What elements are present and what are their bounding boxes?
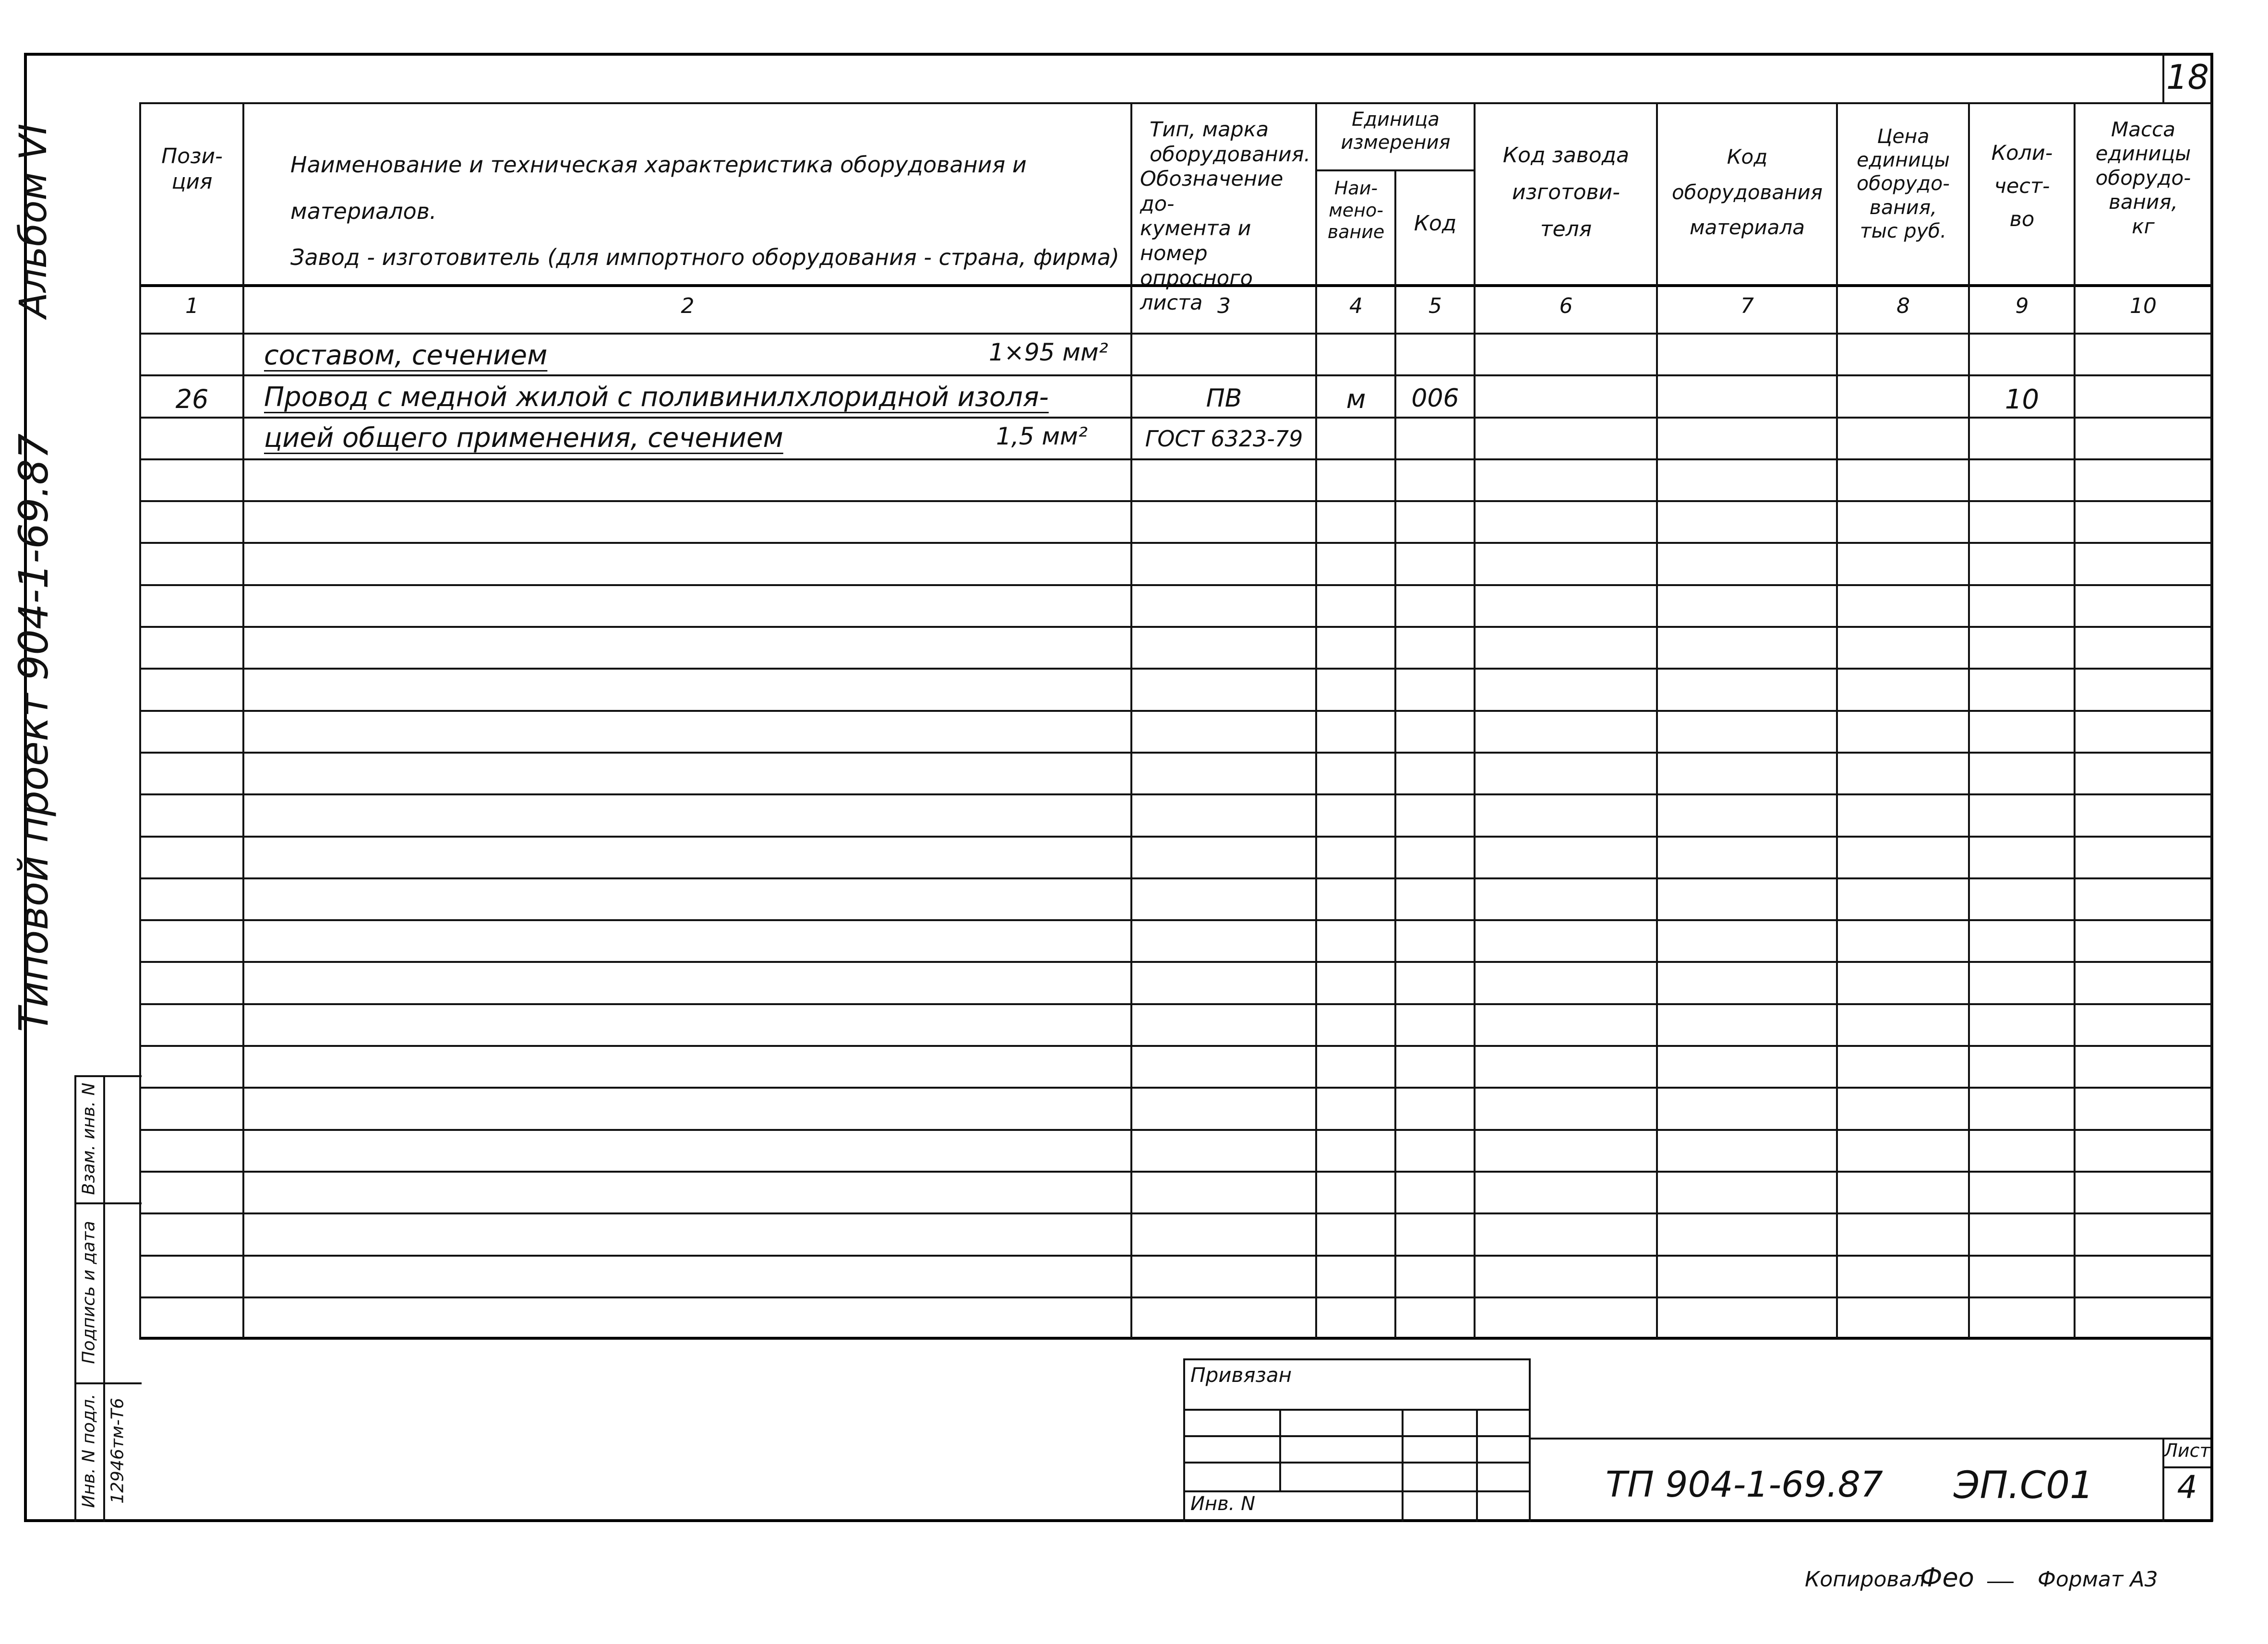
row-line-14 xyxy=(139,919,2210,921)
row-line-8 xyxy=(139,668,2210,670)
col-number-4: 4 xyxy=(1349,294,1363,318)
tb-sheet-divider xyxy=(2162,1466,2210,1468)
stamp-replace-inv: Взам. инв. N xyxy=(79,1082,99,1195)
tb-col-2 xyxy=(1402,1409,1404,1522)
tb-sheet-label: Лист xyxy=(2164,1440,2210,1461)
stamp-divider-2 xyxy=(74,1382,142,1384)
row-2-name: Провод с медной жилой с поливинилхлоридной изоля- xyxy=(264,382,1049,413)
row-line-15 xyxy=(139,961,2210,963)
col-line-7 xyxy=(1836,102,1838,1338)
row-line-22 xyxy=(139,1255,2210,1257)
row-line-4 xyxy=(139,500,2210,502)
col-number-6: 6 xyxy=(1559,294,1573,318)
col-line-8 xyxy=(1968,102,1970,1338)
table-bottom-line xyxy=(139,1337,2210,1340)
row-line-20 xyxy=(139,1171,2210,1173)
project-label: Типовой проект 904-1-69.87 xyxy=(10,433,57,1032)
header-col-2: Наименование и техническая характеристика оборудования и материалов. Завод - изготовитель (для импортного оборудования - страна, фирма) xyxy=(290,152,1119,271)
col-line-4 xyxy=(1394,169,1396,1338)
tb-mark: ЭП.С01 xyxy=(1954,1464,2094,1507)
header-col-5: Код xyxy=(1414,211,1457,236)
row-line-2 xyxy=(139,417,2210,419)
row-line-9 xyxy=(139,710,2210,712)
col-line-1 xyxy=(242,102,244,1338)
tb-col-1 xyxy=(1279,1409,1281,1490)
header-col-4: Наи- мено- вание xyxy=(1327,178,1385,243)
col-line-6 xyxy=(1656,102,1658,1338)
col-number-7: 7 xyxy=(1740,294,1754,318)
col-line-9 xyxy=(2074,102,2076,1338)
row-3-type: ГОСТ 6323-79 xyxy=(1145,426,1303,452)
col-line-10 xyxy=(2210,102,2212,1338)
tb-top xyxy=(1183,1358,1529,1360)
row-2-type: ПВ xyxy=(1206,384,1242,413)
stamp-inventory-number: 12946тм-Т6 xyxy=(108,1398,128,1504)
stamp-original-inv: Инв. N подл. xyxy=(79,1393,99,1508)
row-line-13 xyxy=(139,877,2210,879)
col-number-5: 5 xyxy=(1428,294,1442,318)
col-number-10: 10 xyxy=(2130,294,2157,318)
tb-privyazan: Привязан xyxy=(1190,1363,1292,1387)
tb-col-3 xyxy=(1476,1409,1478,1522)
row-line-6 xyxy=(139,584,2210,586)
row-1-spec: 1×95 мм² xyxy=(989,338,1108,366)
row-2-unit-code: 006 xyxy=(1411,384,1459,413)
row-line-1 xyxy=(139,374,2210,376)
row-line-21 xyxy=(139,1212,2210,1214)
tb-sheet-number: 4 xyxy=(2177,1469,2197,1506)
tb-left xyxy=(1183,1358,1185,1522)
col-number-8: 8 xyxy=(1896,294,1910,318)
row-line-23 xyxy=(139,1296,2210,1298)
row-1-name: составом, сечением xyxy=(264,340,548,371)
header-col-7: Код оборудования материала xyxy=(1671,145,1823,239)
row-line-19 xyxy=(139,1129,2210,1131)
col-number-9: 9 xyxy=(2015,294,2029,318)
row-line-3 xyxy=(139,458,2210,460)
row-line-16 xyxy=(139,1003,2210,1005)
col-line-3 xyxy=(1315,102,1317,1338)
col-line-5 xyxy=(1474,102,1476,1338)
header-col-6: Код завода изготови- теля xyxy=(1502,143,1630,241)
stamp-signature-date: Подпись и дата xyxy=(79,1221,99,1364)
row-line-11 xyxy=(139,793,2210,795)
footer-format: Формат А3 xyxy=(2038,1567,2158,1592)
frame-top xyxy=(24,53,2213,56)
numbers-row-bottom-line xyxy=(139,333,2210,335)
row-line-7 xyxy=(139,626,2210,628)
tb-right-inner xyxy=(1529,1358,1531,1522)
corner-box-left xyxy=(2162,53,2164,103)
row-line-12 xyxy=(139,836,2210,838)
header-col-9: Коли- чест- во xyxy=(1991,141,2053,231)
col-line-2 xyxy=(1130,102,1132,1338)
tb-inv-label: Инв. N xyxy=(1190,1493,1255,1515)
footer-dash xyxy=(1987,1582,2014,1583)
row-2-unit-name: м xyxy=(1346,384,1366,414)
header-unit-group: Единица измерения xyxy=(1341,108,1451,154)
row-2-quantity: 10 xyxy=(2004,384,2040,415)
row-line-10 xyxy=(139,752,2210,754)
footer-copied-sign: Фео xyxy=(1920,1562,1974,1593)
header-col-1: Пози- ция xyxy=(161,144,223,194)
row-3-name: цией общего применения, сечением xyxy=(264,422,783,454)
col-number-2: 2 xyxy=(681,294,695,318)
table-top-line xyxy=(139,102,2210,104)
stamp-divider-1 xyxy=(74,1202,142,1204)
col-line-0 xyxy=(139,102,141,1338)
album-label: Альбом VI xyxy=(12,123,55,318)
frame-bottom xyxy=(24,1519,2213,1522)
sheet-corner-number: 18 xyxy=(2166,58,2209,97)
footer-copied: Копировал xyxy=(1805,1567,1926,1592)
tb-doc-code: ТП 904-1-69.87 xyxy=(1606,1464,1883,1505)
tb-main-line xyxy=(1529,1438,2210,1440)
header-col-8: Цена единицы оборудо- вания, тыс руб. xyxy=(1857,125,1950,242)
row-3-spec: 1,5 мм² xyxy=(996,422,1088,450)
row-line-18 xyxy=(139,1087,2210,1089)
header-col-10: Масса единицы оборудо- вания, кг xyxy=(2095,118,2191,238)
row-line-5 xyxy=(139,542,2210,544)
header-col-3: Тип, марка оборудования. Обозначение до- кумента и номер опросного листа xyxy=(1140,118,1311,315)
col-number-3: 3 xyxy=(1217,294,1231,318)
row-line-17 xyxy=(139,1045,2210,1047)
col-number-1: 1 xyxy=(185,294,199,318)
row-2-position: 26 xyxy=(175,384,209,414)
